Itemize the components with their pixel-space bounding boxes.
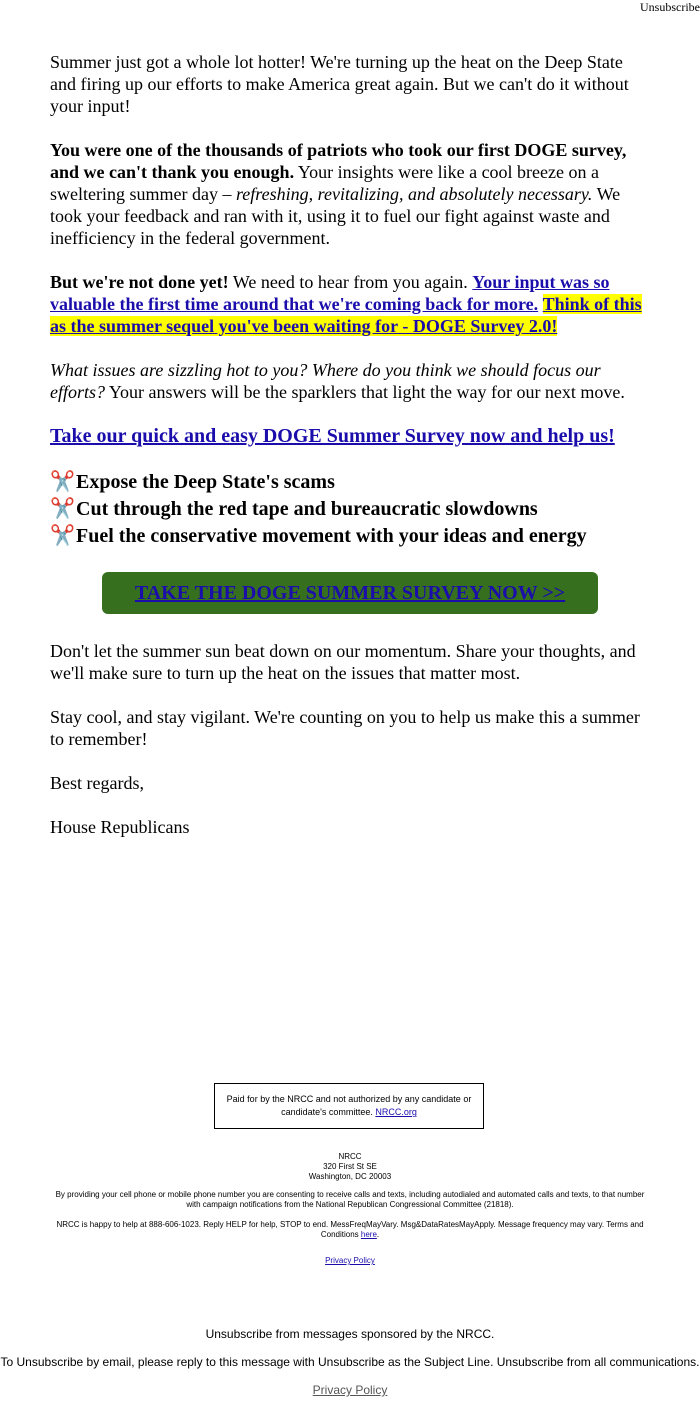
input-valuable-link[interactable]: Your input was so valuable the first time around that we're coming back for more.: [50, 272, 610, 314]
thanks-italic: refreshing, revitalizing, and absolutely necessary.: [235, 184, 593, 204]
thanks-bold: You were one of the thousands of patriots who took our first DOGE survey, and we can't thank you enough.: [50, 140, 627, 182]
unsubscribe-sponsor-link[interactable]: Unsubscribe from messages sponsored by the NRCC.: [205, 1327, 495, 1341]
unsubscribe-top-link[interactable]: Unsubscribe: [640, 0, 700, 14]
thanks-text-1: Your insights were like a cool breeze on a sweltering summer day –: [50, 162, 599, 204]
city-address: Washington, DC 20003: [308, 1172, 392, 1181]
not-done-text: We need to hear from you again.: [228, 272, 473, 292]
help-text-body: NRCC is happy to help at 888-606-1023. Reply HELP for help, STOP to end. MessFreqMayVary. Msg&DataRatesMayApply. Message frequency may vary. Terms and Conditions: [56, 1220, 644, 1239]
thanks-text-2: We took your feedback and ran with it, using it to fuel our fight against waste and inefficiency in the federal government.: [50, 184, 621, 248]
stay-cool-paragraph: Stay cool, and stay vigilant. We're counting on you to help us make this a summer to remember!: [50, 707, 640, 749]
thanks-paragraph: [50, 139, 650, 249]
privacy-policy-footer: [0, 1383, 700, 1397]
issues-text: Your answers will be the sparklers that light the way for our next move.: [105, 382, 625, 402]
intro-paragraph: Summer just got a whole lot hotter! We're turning up the heat on the Deep State and firing up our efforts to make America great again. But we can't do it without your input!: [50, 52, 629, 116]
scissors-icon: ✂️: [50, 498, 75, 520]
paid-for-disclaimer: [214, 1083, 484, 1129]
not-done-bold: But we're not done yet!: [50, 272, 229, 292]
momentum-paragraph: Don't let the summer sun beat down on our momentum. Share your thoughts, and we'll make sure to turn up the heat on the issues that matter most.: [50, 641, 636, 683]
privacy-policy-link-small[interactable]: Privacy Policy: [325, 1256, 375, 1265]
scissors-icon: ✂️: [50, 525, 75, 547]
org-name: NRCC: [338, 1152, 362, 1161]
street-address: 320 First St SE: [323, 1162, 377, 1171]
bullet-item: [50, 497, 650, 521]
bullet-text: Fuel the conservative movement with your ideas and energy: [76, 525, 587, 547]
take-survey-button[interactable]: TAKE THE DOGE SUMMER SURVEY NOW >>: [102, 572, 598, 614]
not-done-paragraph: [50, 271, 650, 337]
signoff: Best regards,: [50, 773, 144, 793]
help-text: NRCC is happy to help at 888-606-1023. Reply HELP for help, STOP to end. MessFreqMayVary. Msg&DataRatesMayApply. Message frequency may vary. Terms and Conditions here.: [56, 1220, 644, 1239]
bullet-item: [50, 524, 650, 548]
privacy-policy-small: [50, 1256, 650, 1266]
summer-sequel-link[interactable]: Think of this as the summer sequel you've been waiting for - DOGE Survey 2.0!: [50, 294, 642, 336]
mailing-address: [0, 1152, 700, 1182]
cta-wrapper: [50, 572, 650, 614]
signature: House Republicans: [50, 817, 190, 837]
survey-link-paragraph: [50, 425, 650, 448]
email-body: [50, 51, 650, 860]
terms-here-link[interactable]: here: [360, 1230, 377, 1239]
scissors-icon: ✂️: [50, 471, 75, 493]
bullet-text: Expose the Deep State's scams: [76, 471, 335, 493]
bullet-text: Cut through the red tape and bureaucratic slowdowns: [76, 498, 538, 520]
bullet-list: [50, 470, 650, 548]
bullet-item: [50, 470, 650, 494]
nrcc-org-link[interactable]: NRCC.org: [375, 1107, 417, 1117]
privacy-policy-link[interactable]: Privacy Policy: [312, 1383, 388, 1397]
survey-link[interactable]: Take our quick and easy DOGE Summer Survey now and help us!: [50, 425, 615, 447]
sms-consent: By providing your cell phone or mobile phone number you are consenting to receive calls and texts, including autodialed and automated calls and texts, to that number with campaign notifications from the National Republican Congressional Committee (21818).: [55, 1190, 645, 1209]
issues-italic: What issues are sizzling hot to you? Where do you think we should focus our efforts?: [50, 360, 601, 402]
unsubscribe-email-instructions[interactable]: To Unsubscribe by email, please reply to this message with Unsubscribe as the Subject Line. Unsubscribe from all communications.: [0, 1355, 700, 1369]
issues-paragraph: [50, 359, 650, 403]
disclaimer-text: Paid for by the NRCC and not authorized by any candidate or candidate's committee.: [226, 1094, 472, 1117]
